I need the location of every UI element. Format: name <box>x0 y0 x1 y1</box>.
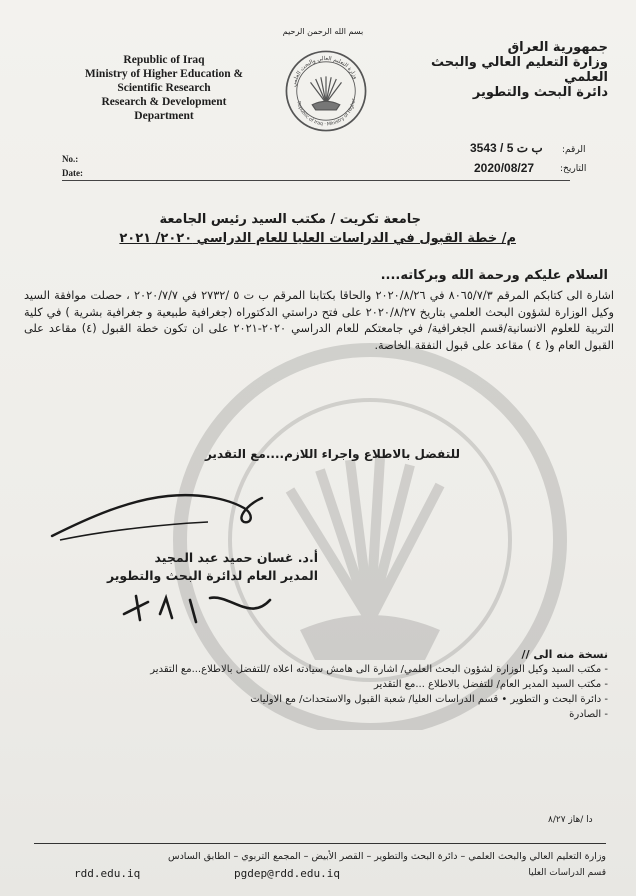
arabic-line-3: دائرة البحث والتطوير <box>472 85 608 100</box>
cc-item: - مكتب السيد وكيل الوزارة لشؤون البحث العلمي/ اشارة الى هامش سيادته اعلاه /للتفضل بالاطلاع...مع التقدير <box>150 662 608 677</box>
signer-title: المدير العام لدائرة البحث والتطوير <box>106 568 318 583</box>
cc-item: - دائرة البحث و التطوير • قسم الدراسات العليا/ شعبة القبول والاستحداث/ مع الاوليات <box>150 692 608 707</box>
english-line-4: Research & Development <box>101 96 227 108</box>
letter-body: اشارة الى كتابكم المرقم ٨٠٦٥/٧/٣ في ٢٠٢٠/٨/٢٦ والحاقا بكتابنا المرقم ب ت ٥ /٢٧٣٢ في ٢٠٢٠/٧/٧ ، حصلت موافقة السيد وكيل الوزارة لشؤون البحث العلمي بتاريخ ٢٠٢٠/٨/٢٧ على فتح دراستي الدكتوراه (جغرافية طبيعية و جغرافية بشرية ) في كلية التربية للعلوم الانسانية/قسم الجغرافية/ في جامعتكم للعام الدراسي ٢٠٢٠-٢٠٢١ على ان تكون خطة القبول (٤) مقاعد على القبول العام و( ٤ ) مقاعد على قبول النفقة الخاصة. <box>24 289 614 352</box>
basmala: بسم الله الرحمن الرحيم <box>282 27 364 36</box>
svg-text:Republic of Iraq · Ministry of: Republic of Iraq · Ministry of Higher <box>295 98 358 128</box>
header-divider <box>62 180 570 181</box>
arabic-letterhead <box>408 40 608 100</box>
cc-list <box>150 662 608 722</box>
signature-icon <box>48 478 278 548</box>
footer-website-link[interactable]: rdd.edu.iq <box>74 867 141 880</box>
greeting: السلام عليكم ورحمة الله وبركاته.... <box>380 268 608 283</box>
date-label-arabic: التاريخ: <box>560 164 587 174</box>
english-letterhead <box>64 53 264 123</box>
english-line-3: Scientific Research <box>117 82 211 94</box>
english-line-2: Ministry of Higher Education & <box>84 68 244 80</box>
cc-item: - مكتب السيد المدير العام/ للتفضل بالاطلاع ...مع التقدير <box>150 677 608 692</box>
svg-text:وزارة التعليم العالي والبحث ال: وزارة التعليم العالي والبحث العلمي <box>291 56 359 88</box>
cc-title: نسخة منه الى // <box>521 648 608 661</box>
footer-divider <box>34 843 606 844</box>
footer-department: قسم الدراسات العليا <box>528 868 606 878</box>
clerk-initials: دا /هاز ٨/٢٧ <box>548 815 593 825</box>
arabic-line-2: وزارة التعليم العالي والبحث العلمي <box>431 55 608 85</box>
ref-label: الرقم: <box>562 145 586 155</box>
subject-line: م/ خطة القبول في الدراسات العليا للعام الدراسي ٢٠٢٠/ ٢٠٢١ <box>119 231 516 246</box>
closing-request: للتفضل بالاطلاع واجراء اللازم....مع التقدير <box>204 447 460 461</box>
signer-name: أ.د. غسان حميد عبد المجيد <box>154 550 318 565</box>
ref-number: ب ت 5 / 3543 <box>470 141 543 155</box>
cc-item: - الصادرة <box>150 707 608 722</box>
letter-date: 2020/08/27 <box>474 161 535 175</box>
ministry-seal-icon <box>283 48 369 134</box>
handwritten-date-icon <box>120 592 280 626</box>
arabic-line-1: جمهورية العراق <box>507 40 608 55</box>
english-line-5: Department <box>134 110 194 122</box>
footer-address: وزارة التعليم العالي والبحث العلمي – دائرة البحث والتطوير – القصر الأبيض – المجمع التربوي – الطابق السادس <box>167 851 606 862</box>
addressee: جامعة تكريت / مكتب السيد رئيس الجامعة <box>159 212 421 227</box>
english-line-1: Republic of Iraq <box>123 54 205 66</box>
footer-email-link[interactable]: pgdep@rdd.edu.iq <box>234 867 340 880</box>
no-label: No.: <box>62 154 79 164</box>
date-label-english: Date: <box>62 168 83 178</box>
